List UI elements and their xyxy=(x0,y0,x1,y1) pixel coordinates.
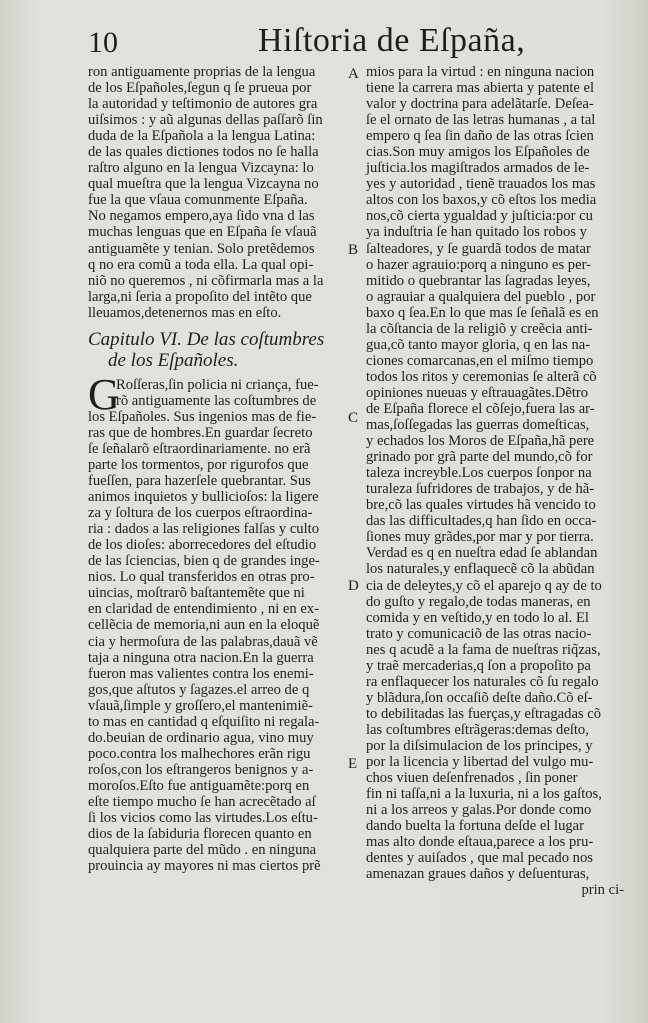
left-column-text-body xyxy=(88,409,346,874)
text-line: los Eſpañoles. Sus ingenios mas de fie- xyxy=(88,408,317,425)
text-line: to debilitadas las fuerças,y eſtragadas cõ xyxy=(366,705,602,722)
text-line: do guſto y regalo,de todas maneras, en xyxy=(366,593,591,610)
text-line: ria : dados a las religiones falſas y culto xyxy=(88,521,319,538)
dropcap-lines xyxy=(88,377,346,409)
text-line: mas alto donde eſtaua,parece a los pru- xyxy=(366,834,594,851)
text-line: prouincia ay mayores ni mas ciertos prẽ xyxy=(88,858,321,875)
text-line: los naturales,y enflaquecẽ cõ la abũdan xyxy=(366,561,595,578)
text-line: de los Eſpañoles,ſegun q ſe prueua por xyxy=(88,80,312,97)
text-line: ſe el ornato de las letras humanas , a tal xyxy=(366,112,596,129)
text-line: las coſtumbres eſtrãgeras:demas deſto, xyxy=(366,721,589,738)
text-line: todos los ritos y ceremonias ſe alterã cõ xyxy=(366,368,597,385)
text-line: cia de deleytes,y cõ el aparejo q ay de to xyxy=(366,577,602,594)
chapter-heading-continued: de los Eſpañoles. xyxy=(108,349,239,371)
text-line: larga,ni ſeria a propoſito del intẽto que xyxy=(88,288,312,305)
left-column-text-top xyxy=(88,64,346,321)
text-line: nios. Lo qual transferidos en otras pro- xyxy=(88,569,315,586)
text-line: turaleza ſufridores de trabajos, y de hã- xyxy=(366,481,595,498)
text-line: grinado por grã parte del mundo,cõ for xyxy=(366,449,593,466)
text-line: cias.Son muy amigos los Eſpañoles de xyxy=(366,144,590,161)
catchword: prin ci- xyxy=(581,882,624,899)
text-line: moroſos.Eſto fue antiguamẽte:porq en xyxy=(88,777,310,794)
text-line: raſtro alguno en la lengua Vizcayna: lo xyxy=(88,160,314,177)
text-line: de las ſciencias, bien q de grandes inge- xyxy=(88,553,320,570)
text-line: antiguamẽte y tenian. Solo pretẽdemos xyxy=(88,240,315,257)
margin-marker-e: E xyxy=(348,756,358,772)
text-line: dios de la ſabiduria florecen quanto en xyxy=(88,826,312,843)
text-line: fueron mas valientes contra los enemi- xyxy=(88,665,314,682)
text-line: fue la que vſaua comunmente Eſpaña. xyxy=(88,192,308,209)
text-line: taleza increyble.Los cuerpos ſonpor na xyxy=(366,465,592,482)
text-line: fin ni taſſa,ni a la luxuria, ni a los gaſtos, xyxy=(366,786,602,803)
text-line: to mas en cantidad q eſquiſito ni regala- xyxy=(88,713,320,730)
left-column xyxy=(88,64,346,874)
text-line: mas,ſoſſegadas las guerras domeſticas, xyxy=(366,417,590,434)
margin-marker-d: D xyxy=(348,578,359,594)
text-line: de los dioſes: aborrecedores del eſtudio xyxy=(88,537,317,554)
margin-marker-a: A xyxy=(348,66,359,82)
text-line: gua,cõ tanto mayor gloria, q en las na- xyxy=(366,336,591,353)
right-column-text xyxy=(366,64,624,898)
text-line: bre,cõ las quales virtudes hã vencido to xyxy=(366,497,596,514)
text-line: za y ſoltura de los cuerpos eſtraordina- xyxy=(88,505,313,522)
text-line: por la licencia y libertad del vulgo mu- xyxy=(366,754,594,771)
text-line: o hazer agrauio:porq a ninguno es per- xyxy=(366,256,592,273)
text-line: y echados los Moros de Eſpaña,hã pere xyxy=(366,433,595,450)
text-line: trato y comunicaciõ de las otras nacio- xyxy=(366,625,592,642)
text-line: ſiones muy grãdes,por mar y por tierra. xyxy=(366,529,594,546)
text-line: roſos,con los eſtrangeros benignos y a- xyxy=(88,761,314,778)
text-line: yes y autoridad , tienẽ trauados los mas xyxy=(366,176,596,193)
text-line: chos viuen deſenfrenados , ſin poner xyxy=(366,770,578,787)
text-line: ra enflaquecer los naturales cõ ſu regalo xyxy=(366,673,599,690)
right-column xyxy=(366,64,624,898)
text-line: baxo q ſea.En lo que mas ſe ſeñalã es en xyxy=(366,304,599,321)
drop-cap-letter: G xyxy=(88,369,120,419)
text-line: mios para la virtud : en ninguna nacion xyxy=(366,64,595,80)
chapter-heading: Capitulo VI. De las coſtumbres xyxy=(88,328,325,350)
text-line: duda de la Eſpañola a la lengua Latina: xyxy=(88,128,316,145)
text-line: Roſſeras,ſin policia ni criança, fue- xyxy=(116,376,319,393)
text-line: ron antiguamente proprias de la lengua xyxy=(88,64,316,80)
text-line: ni a los arreos y galas.Por donde como xyxy=(366,802,592,819)
text-line: q no era comũ a toda ella. La qual opi- xyxy=(88,256,314,273)
text-line: poco.contra los malhechores erãn rigu xyxy=(88,745,311,762)
text-line: niõ no queremos , ni cõfirmarla mas a la xyxy=(88,272,324,289)
text-line: fueſſen, para hazerſele quebrantar. Sus xyxy=(88,473,311,490)
running-title: Hiſtoria de Eſpaña, xyxy=(258,22,526,59)
text-line: por la diſsimulacion de los principes, y xyxy=(366,737,593,754)
text-line: altos con los baxos,y cõ eſtos los media xyxy=(366,192,597,209)
text-line: de las quales dictiones todos no ſe halla xyxy=(88,144,319,161)
text-line: mitido o quebrantar las ſagradas leyes, xyxy=(366,272,591,289)
text-line: y blãdura,ſon occaſiõ deſte daño.Cõ eſ- xyxy=(366,689,593,706)
page-number: 10 xyxy=(88,26,118,59)
text-line: das las difficultades,q han ſido en occa- xyxy=(366,513,597,530)
text-line: amenazan graues daños y deſuenturas, xyxy=(366,866,590,883)
text-line: qualquiera parte del mũdo . en ninguna xyxy=(88,842,317,859)
margin-marker-b: B xyxy=(348,242,359,258)
text-line: vſauã,ſimple y groſſero,el mantenimiẽ- xyxy=(88,697,313,714)
text-line: de Eſpaña florece el cõſejo,fuera las ar- xyxy=(366,400,595,417)
text-line: do.beuian de ordinario agua, vino muy xyxy=(88,729,314,746)
text-line: la cõſtancia de la religiõ y creẽcia anti- xyxy=(366,320,593,337)
text-line: ſe ſeñalarõ eſtraordinariamente. no erã xyxy=(88,440,311,457)
text-line: nos,cõ cierta ygualdad y juſticia:por cu xyxy=(366,208,593,225)
text-line: qual mueſtra que la lengua Vizcayna no xyxy=(88,176,319,193)
text-line: taja a ninguna otra nacion.En la guerra xyxy=(88,649,314,666)
text-line: dentes y auiſados , que mal pecado nos xyxy=(366,850,593,867)
text-line: opiniones nueuas y eſtrauagãtes.Dẽtro xyxy=(366,384,589,401)
text-line: ciones comarcanas,en el miſmo tiempo xyxy=(366,352,594,369)
text-line: No negamos empero,aya ſido vna d las xyxy=(88,208,315,225)
text-line: muchas lenguas que en Eſpaña ſe vſauã xyxy=(88,224,317,241)
margin-marker-c: C xyxy=(348,410,359,426)
text-line: rõ antiguamente las coſtumbres de xyxy=(116,392,317,409)
text-line: cia y hermoſura de las palabras,dauã vẽ xyxy=(88,633,318,650)
text-line: dando buelta la fortuna deſde el lugar xyxy=(366,818,585,835)
text-line: comida y en veſtido,y en todo lo al. El xyxy=(366,609,589,626)
text-line: tiene la carrera mas abierta y patente el xyxy=(366,80,595,97)
text-line: empero q ſea ſin daño de las otras ſcien xyxy=(366,128,594,145)
text-line: en claridad de entendimiento , ni en ex- xyxy=(88,601,319,618)
text-line: ſalteadores, y ſe guardã todos de matar xyxy=(366,240,591,257)
text-line: ras que de hombres.En guardar ſecreto xyxy=(88,424,313,441)
text-line: nes q acudẽ a la fama de nueſtras riq̃zas, xyxy=(366,641,601,658)
text-line: ya induſtria ſe han quitado los robos y xyxy=(366,224,587,241)
text-line: Verdad es q en nueſtra edad ſe ablandan xyxy=(366,545,598,562)
text-line: lleuamos,detenernos mas en eſto. xyxy=(88,304,282,321)
text-line: valor y doctrina para adelãtarſe. Deſea- xyxy=(366,96,594,113)
text-line: cellẽcia de memoria,ni aun en la eloquẽ xyxy=(88,617,320,634)
text-line: juſticia.los magiſtrados armados de le- xyxy=(366,160,590,177)
text-line: gos,que aſtutos y ſagazes.el arreo de q xyxy=(88,681,310,698)
text-line: y traẽ mercaderias,q ſon a propoſito pa xyxy=(366,657,591,674)
text-line: eſte tiempo mucho ſe han acrecẽtado aſ xyxy=(88,793,316,810)
text-line: ſi los vicios como las virtudes.Los eſtu- xyxy=(88,810,318,827)
text-line: la autoridad y teſtimonio de autores gra xyxy=(88,96,318,113)
text-line: uincias, moſtrarõ baſtantemẽte que ni xyxy=(88,585,305,602)
text-line: o agrauiar a qualquiera del pueblo , por xyxy=(366,288,596,305)
text-line: animos inquietos y bullicioſos: la ligere xyxy=(88,489,319,506)
page-header xyxy=(88,18,608,68)
text-line: uiſsimos : y aũ algunas dellas paſſarõ ſin xyxy=(88,112,323,129)
text-line: parte los tormentos, por rigurofos que xyxy=(88,456,309,473)
